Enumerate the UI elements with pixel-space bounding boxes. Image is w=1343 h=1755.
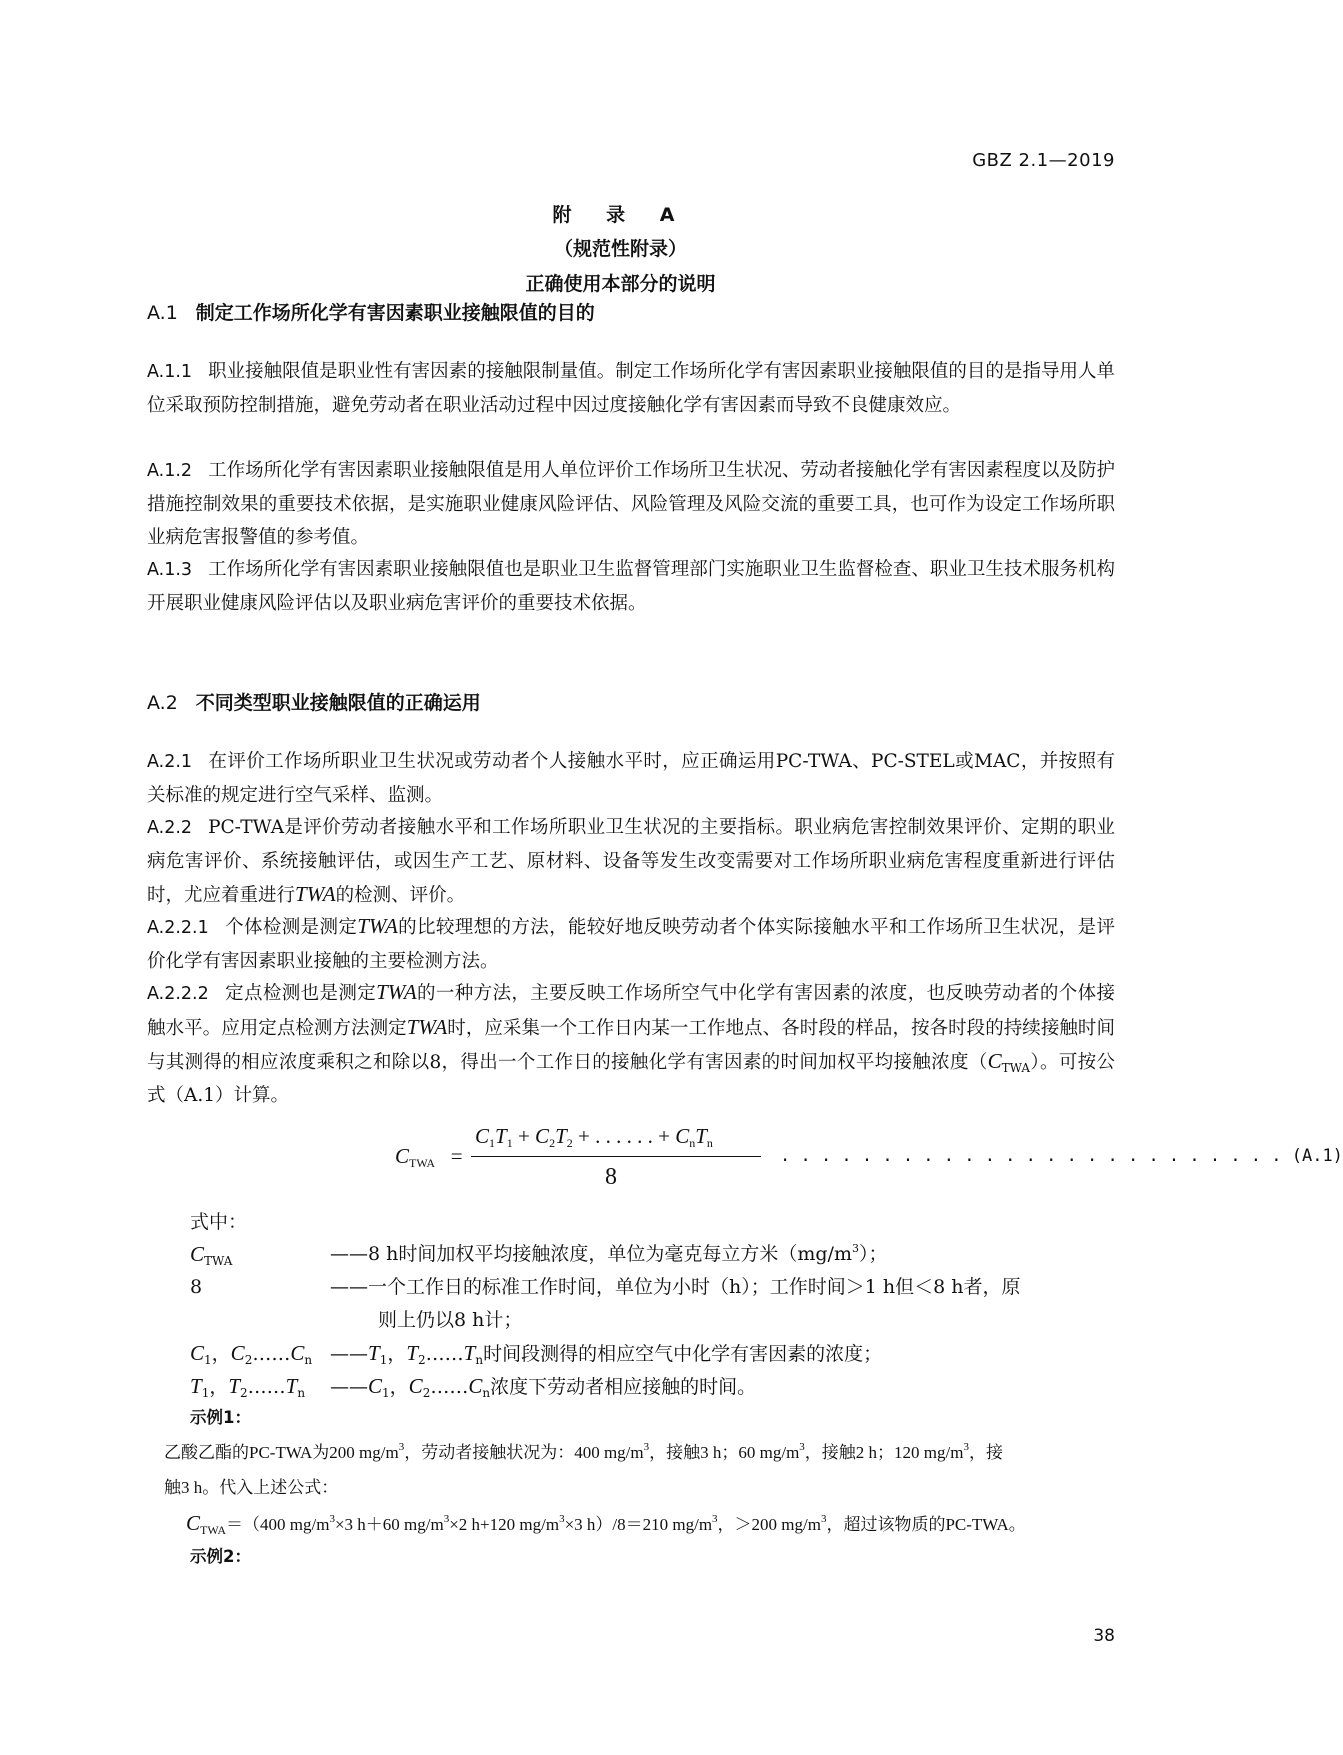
example-1-label: 示例1： — [190, 1408, 251, 1427]
separator: ， — [389, 1376, 409, 1398]
variable-row — [190, 1271, 1115, 1337]
subscript: 1 — [204, 1353, 212, 1367]
section-number: A.2 — [147, 692, 178, 714]
t-symbol: T — [555, 1124, 567, 1148]
c-symbol: C — [190, 1242, 205, 1266]
superscript: 3 — [799, 1441, 805, 1453]
example-text: ，接 — [968, 1443, 1003, 1462]
c-symbol: C — [395, 1144, 410, 1168]
variable-list — [190, 1238, 1115, 1403]
section-a1-heading — [147, 298, 595, 325]
description-continued: 则上仍以8 h计； — [378, 1309, 523, 1331]
clause-text-cont: 时，应采集一个工作日内某一工作地点、各时段的样品，按各时段的持续接触时间与其测得的相应浓度乘积之和除以8，得出一个工作日的接触化学有害因素的时间加权平均接触浓度（ — [147, 1018, 1115, 1073]
variable-description — [330, 1337, 1113, 1371]
clause-number: A.1.1 — [147, 362, 193, 382]
description-text: 浓度下劳动者相应接触的时间。 — [490, 1376, 757, 1398]
t-symbol: T — [406, 1341, 419, 1365]
variable-name: 8 — [190, 1276, 203, 1298]
page-number: 38 — [1093, 1626, 1115, 1646]
plus-sign: + — [578, 1124, 590, 1148]
example-text: ，接触3 h；60 mg/m — [649, 1443, 800, 1462]
clause-text-end: 的检测、评价。 — [335, 885, 466, 906]
subscript: 2 — [422, 1386, 431, 1400]
twa-term: TWA — [376, 980, 417, 1004]
clause-a-1-3 — [147, 553, 1115, 620]
twa-subscript: TWA — [409, 1156, 436, 1170]
standard-number: GBZ 2.1—2019 — [972, 150, 1115, 171]
section-title: 不同类型职业接触限值的正确运用 — [195, 692, 481, 714]
c-symbol: C — [290, 1341, 305, 1365]
t-symbol: T — [495, 1124, 507, 1148]
twa-subscript: TWA — [1001, 1061, 1031, 1075]
c-symbol: C — [535, 1124, 550, 1148]
c-symbol: C — [475, 1124, 490, 1148]
variable-row — [190, 1238, 1115, 1271]
t-symbol: T — [695, 1124, 707, 1148]
clause-number: A.2.2.2 — [147, 984, 209, 1004]
twa-subscript: TWA — [204, 1254, 233, 1268]
subscript: 2 — [244, 1353, 253, 1367]
c-symbol: C — [230, 1341, 245, 1365]
where-label: 式中： — [190, 1211, 248, 1233]
subscript: n — [689, 1136, 696, 1150]
separator: ， — [387, 1343, 407, 1365]
clause-text: 工作场所化学有害因素职业接触限值是用人单位评价工作场所卫生状况、劳动者接触化学有害因素程度以及防护措施控制效果的重要技术依据，是实施职业健康风险评估、风险管理及风险交流的重要工具，也可作为设定工作场所职业病危害报警值的参考值。 — [147, 460, 1115, 548]
twa-term: TWA — [406, 1015, 448, 1039]
example-text: ，劳动者接触状况为：400 mg/m — [404, 1443, 644, 1462]
ellipsis: …… — [430, 1376, 469, 1398]
formula-denominator: 8 — [605, 1164, 617, 1190]
variable-name — [190, 1238, 232, 1272]
twa-term: TWA — [295, 882, 336, 906]
subscript: n — [304, 1353, 313, 1367]
clause-text-end: 的比较理想的方法，能较好地反映劳动者个体实际接触水平和工作场所卫生状况，是评价化学有害因素职业接触的主要检测方法。 — [147, 917, 1115, 972]
t-symbol: T — [228, 1374, 241, 1398]
c-symbol: C — [675, 1124, 690, 1148]
clause-a-2-2-1 — [147, 910, 1115, 978]
clause-text: PC-TWA是评价劳动者接触水平和工作场所职业卫生状况的主要指标。职业病危害控制效果评价、定期的职业病危害评价、系统接触评估，或因生产工艺、原材料、设备等发生改变需要对工作场所职业病危害程度重新进行评估时，尤应着重进行 — [147, 817, 1115, 906]
variable-description — [330, 1370, 1113, 1404]
clause-text: 职业接触限值是职业性有害因素的接触限制量值。制定工作场所化学有害因素职业接触限值的目的是指导用人单位采取预防控制措施，避免劳动者在职业活动过程中因过度接触化学有害因素而导致不良健康效应。 — [147, 361, 1115, 416]
formula-text: ＝（400 mg/m — [226, 1515, 330, 1534]
t-symbol: T — [368, 1341, 380, 1365]
ellipsis: …… — [247, 1376, 286, 1398]
t-symbol: T — [463, 1341, 476, 1365]
clause-number: A.1.3 — [147, 560, 193, 580]
plus-sign: + — [658, 1124, 670, 1148]
subscript: 1 — [201, 1386, 210, 1400]
variable-description — [330, 1271, 1113, 1337]
clause-number: A.1.2 — [147, 461, 193, 481]
separator: ， — [211, 1343, 231, 1365]
ellipsis: …… — [425, 1343, 464, 1365]
clause-text-end: ）。可按公式（A.1）计算。 — [147, 1052, 1115, 1106]
variable-row — [190, 1337, 1115, 1370]
subscript: n — [475, 1353, 484, 1367]
superscript: 3 — [712, 1513, 718, 1525]
subscript: 1 — [506, 1136, 513, 1150]
description-text: 时间段测得的相应空气中化学有害因素的浓度； — [483, 1343, 883, 1365]
twa-term: TWA — [357, 914, 398, 938]
example-text: 触3 h。代入上述公式： — [164, 1478, 339, 1497]
superscript: 3 — [820, 1513, 827, 1525]
example-1-text — [164, 1435, 1115, 1505]
dash: —— — [330, 1343, 368, 1365]
clause-a-2-1 — [147, 745, 1115, 812]
plus-sign: + — [517, 1124, 530, 1148]
superscript: 3 — [398, 1441, 405, 1453]
superscript: 3 — [963, 1441, 969, 1453]
subscript: 2 — [418, 1353, 426, 1367]
description-text: ——8 h时间加权平均接触浓度，单位为毫克每立方米（mg/m — [330, 1243, 852, 1265]
description-text: ——一个工作日的标准工作时间，单位为小时（h）；工作时间＞1 h但＜8 h者，原 — [330, 1276, 1021, 1298]
example-1-formula — [186, 1510, 1026, 1536]
appendix-name: 正确使用本部分的说明 — [525, 273, 716, 295]
subscript: n — [297, 1386, 306, 1400]
subscript: n — [706, 1136, 713, 1150]
description-end: ）； — [858, 1243, 888, 1265]
appendix-type: （规范性附录） — [553, 238, 687, 260]
section-title: 制定工作场所化学有害因素职业接触限值的目的 — [195, 302, 595, 324]
formula-text: ，＞200 mg/m — [717, 1515, 821, 1534]
fraction-bar — [471, 1156, 761, 1157]
clause-text: 工作场所化学有害因素职业接触限值也是职业卫生监督管理部门实施职业卫生监督检查、职业卫生技术服务机构开展职业健康风险评估以及职业病危害评价的重要技术依据。 — [147, 559, 1115, 614]
appendix-title: 附 录 A — [552, 204, 689, 226]
c-symbol: C — [368, 1374, 383, 1398]
twa-subscript: TWA — [200, 1523, 227, 1537]
equals-sign: = — [450, 1144, 463, 1168]
subscript: 2 — [549, 1136, 556, 1150]
formula-text: ，超过该物质的PC-TWA。 — [826, 1515, 1026, 1534]
section-number: A.1 — [147, 302, 178, 324]
clause-a-1-2 — [147, 454, 1115, 554]
subscript: 1 — [379, 1353, 388, 1367]
clause-text-mid: 的一种方法，主要反映工作场所空气中化学有害因素的浓度，也反映劳动者的个体接触水平。应用定点检测方法测定 — [147, 983, 1115, 1039]
example-2-label: 示例2： — [190, 1547, 251, 1566]
subscript: 1 — [489, 1136, 496, 1150]
example-text: ，接触2 h；120 mg/m — [804, 1443, 964, 1462]
superscript: 3 — [851, 1242, 859, 1255]
clause-number: A.2.1 — [147, 752, 193, 772]
t-symbol: T — [190, 1374, 202, 1398]
equation-number: . . . . . . . . . . . . . . . . . . . . . . . . . (A.1) — [780, 1146, 1343, 1166]
c-symbol: C — [408, 1374, 423, 1398]
clause-text: 定点检测也是测定 — [224, 983, 377, 1004]
variable-description — [330, 1238, 1113, 1271]
clause-number: A.2.2 — [147, 818, 193, 838]
clause-text: 在评价工作场所职业卫生状况或劳动者个人接触水平时，应正确运用PC-TWA、PC-STEL或MAC，并按照有关标准的规定进行空气采样、监测。 — [147, 751, 1115, 806]
subscript: 1 — [382, 1386, 390, 1400]
c-symbol: C — [186, 1511, 201, 1535]
superscript: 3 — [559, 1513, 565, 1525]
example-text: 乙酸乙酯的PC-TWA为200 mg/m — [164, 1443, 399, 1462]
clause-a-2-2 — [147, 811, 1115, 912]
superscript: 3 — [443, 1513, 450, 1525]
ellipsis: . . . . . . — [595, 1124, 653, 1148]
formula-text: ×2 h+120 mg/m — [449, 1515, 560, 1534]
clause-a-1-1 — [147, 355, 1115, 422]
variable-name — [190, 1337, 312, 1371]
formula-a1 — [395, 1124, 1343, 1204]
c-symbol: C — [468, 1374, 483, 1398]
clause-a-2-2-2 — [147, 976, 1115, 1112]
separator: ， — [209, 1376, 229, 1398]
clause-number: A.2.2.1 — [147, 918, 209, 938]
clause-text: 个体检测是测定 — [224, 917, 358, 938]
subscript: n — [482, 1386, 491, 1400]
subscript: 2 — [240, 1386, 248, 1400]
c-symbol: C — [190, 1341, 205, 1365]
ellipsis: …… — [252, 1343, 291, 1365]
dash: —— — [330, 1376, 368, 1398]
subscript: 2 — [566, 1136, 573, 1150]
c-symbol: C — [987, 1049, 1002, 1073]
t-symbol: T — [285, 1374, 298, 1398]
superscript: 3 — [329, 1513, 335, 1525]
formula-text: ×3 h）/8＝210 mg/m — [564, 1515, 713, 1534]
section-a2-heading — [147, 688, 481, 715]
superscript: 3 — [643, 1441, 650, 1453]
formula-lhs — [395, 1144, 463, 1169]
variable-name — [190, 1370, 305, 1404]
formula-numerator — [475, 1124, 713, 1149]
variable-row — [190, 1370, 1115, 1403]
formula-text: ×3 h＋60 mg/m — [334, 1515, 444, 1534]
